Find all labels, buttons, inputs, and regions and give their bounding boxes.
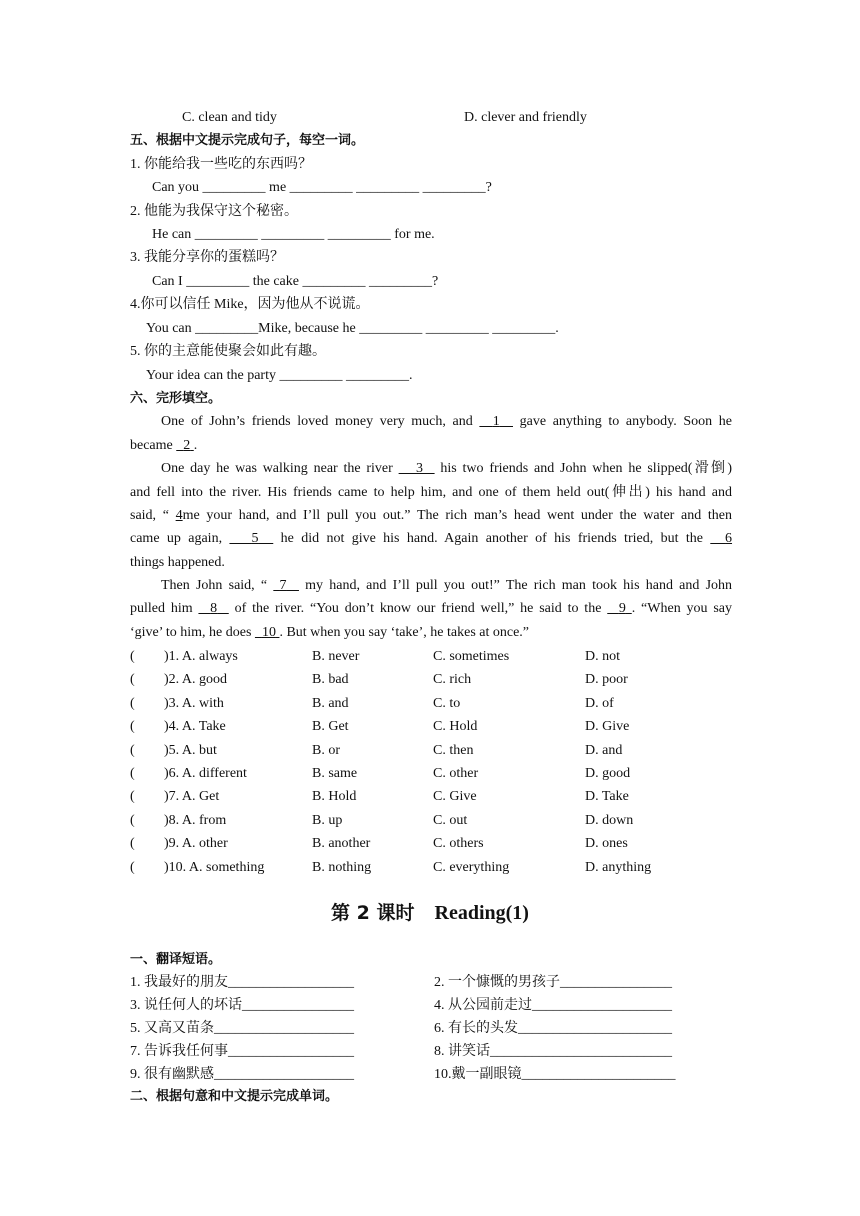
question-1-option-d: D. not	[585, 649, 620, 664]
question-1-option-c: C. sometimes	[433, 649, 510, 664]
question-3-option-b: B. and	[312, 696, 349, 711]
question-paren[interactable]: (	[130, 836, 135, 851]
question-4-option-b: B. Get	[312, 719, 349, 734]
s1-item-2: 2. 一个慷慨的男孩子________________	[434, 975, 672, 990]
passage-line-7: things happened.	[130, 555, 225, 570]
question-6-option-a: )6. A. different	[164, 766, 247, 781]
s1-item-9: 9. 很有幽默感____________________	[130, 1067, 354, 1082]
s5-item-2-zh: 2. 他能为我保守这个秘密。	[130, 204, 298, 219]
s5-item-1-zh: 1. 你能给我一些吃的东西吗？	[130, 157, 312, 172]
question-paren[interactable]: (	[130, 696, 135, 711]
question-9-option-b: B. another	[312, 836, 371, 851]
question-2-option-a: )2. A. good	[164, 672, 227, 687]
s5-item-2-en: He can _________ _________ _________ for me.	[152, 227, 435, 242]
s1-item-6: 6. 有长的头发______________________	[434, 1021, 672, 1036]
passage-line-6: came up again, 5 he did not give his hand. Again another of his friends tried, but the 6	[130, 531, 733, 546]
passage-line-10: ‘give’ to him, he does 10 . But when you say ‘take’, he takes at once.”	[130, 625, 530, 640]
s1-item-8: 8. 讲笑话__________________________	[434, 1044, 672, 1059]
question-7-option-a: )7. A. Get	[164, 789, 220, 804]
question-9-option-a: )9. A. other	[164, 836, 228, 851]
question-4-option-d: D. Give	[585, 719, 630, 734]
question-2-option-b: B. bad	[312, 672, 349, 687]
question-4-option-a: )4. A. Take	[164, 719, 226, 734]
s5-item-5-en: Your idea can the party _________ _________.	[146, 368, 413, 383]
question-paren[interactable]: (	[130, 813, 135, 828]
question-10-option-c: C. everything	[433, 860, 510, 875]
question-8-option-d: D. down	[585, 813, 634, 828]
question-8-option-c: C. out	[433, 813, 468, 828]
question-1-option-a: )1. A. always	[164, 649, 238, 664]
passage-line-8: Then John said, “ 7 my hand, and I’ll pull you out!” The rich man took his hand and John	[161, 578, 733, 593]
passage-line-1: One of John’s friends loved money very much, and 1 gave anything to anybody. Soon he	[161, 414, 732, 429]
question-6-option-c: C. other	[433, 766, 479, 781]
question-5-option-a: )5. A. but	[164, 743, 217, 758]
question-paren[interactable]: (	[130, 672, 135, 687]
section-5-heading: 五、根据中文提示完成句子，每空一词。	[130, 133, 365, 148]
question-2-option-c: C. rich	[433, 672, 472, 687]
question-9-option-d: D. ones	[585, 836, 628, 851]
s5-item-3-en: Can I _________ the cake _________ _________?	[152, 274, 439, 289]
lesson-title	[0, 900, 860, 926]
s5-item-3-zh: 3. 我能分享你的蛋糕吗？	[130, 250, 284, 265]
question-5-option-b: B. or	[312, 743, 340, 758]
s1-item-7: 7. 告诉我任何事__________________	[130, 1044, 354, 1059]
section-2-heading: 二、根据句意和中文提示完成单词。	[130, 1089, 339, 1104]
s1-item-3: 3. 说任何人的坏话________________	[130, 998, 354, 1013]
question-6-option-d: D. good	[585, 766, 631, 781]
passage-line-9: pulled him 8 of the river. “You don’t know our friend well,” he said to the 9 . “When you say	[130, 601, 733, 616]
s1-item-1: 1. 我最好的朋友__________________	[130, 975, 354, 990]
s1-item-5: 5. 又高又苗条____________________	[130, 1021, 354, 1036]
question-paren[interactable]: (	[130, 789, 135, 804]
question-paren[interactable]: (	[130, 743, 135, 758]
question-paren[interactable]: (	[130, 649, 135, 664]
option-c: C. clean and tidy	[182, 110, 277, 125]
lesson-title-zh: 第 2 课时	[331, 902, 415, 924]
s5-item-4-zh: 4.你可以信任 Mike，因为他从不说谎。	[130, 297, 370, 312]
question-4-option-c: C. Hold	[433, 719, 478, 734]
s1-item-10: 10.戴一副眼镜______________________	[434, 1067, 676, 1082]
question-1-option-b: B. never	[312, 649, 360, 664]
section-6-heading: 六、完形填空。	[130, 391, 222, 406]
question-5-option-c: C. then	[433, 743, 474, 758]
question-9-option-c: C. others	[433, 836, 484, 851]
s5-item-4-en: You can _________Mike, because he _________ _________ _________.	[146, 321, 559, 336]
question-7-option-b: B. Hold	[312, 789, 357, 804]
question-10-option-b: B. nothing	[312, 860, 372, 875]
question-8-option-a: )8. A. from	[164, 813, 227, 828]
passage-line-4: and fell into the river. His friends came to help him, and one of them held out(伸出) his hand and	[130, 485, 732, 500]
s1-item-4: 4. 从公园前走过____________________	[434, 998, 672, 1013]
question-7-option-d: D. Take	[585, 789, 629, 804]
s5-item-5-zh: 5. 你的主意能使聚会如此有趣。	[130, 344, 326, 359]
passage-line-2: became 2 .	[130, 438, 198, 453]
lesson-title-en: Reading(1)	[434, 902, 529, 924]
section-1-heading: 一、翻译短语。	[130, 952, 222, 967]
question-5-option-d: D. and	[585, 743, 623, 758]
question-paren[interactable]: (	[130, 860, 135, 875]
question-10-option-d: D. anything	[585, 860, 652, 875]
question-3-option-d: D. of	[585, 696, 614, 711]
s5-item-1-en: Can you _________ me _________ _________ _________?	[152, 180, 492, 195]
question-3-option-a: )3. A. with	[164, 696, 224, 711]
question-6-option-b: B. same	[312, 766, 358, 781]
question-3-option-c: C. to	[433, 696, 461, 711]
question-2-option-d: D. poor	[585, 672, 628, 687]
question-paren[interactable]: (	[130, 719, 135, 734]
question-10-option-a: )10. A. something	[164, 860, 265, 875]
option-d: D. clever and friendly	[464, 110, 587, 125]
question-paren[interactable]: (	[130, 766, 135, 781]
passage-line-5: said, “ 4me your hand, and I’ll pull you out.” The rich man’s head went under the water and then	[130, 508, 733, 523]
question-7-option-c: C. Give	[433, 789, 477, 804]
passage-line-3: One day he was walking near the river 3 his two friends and John when he slipped(滑倒)	[161, 461, 733, 476]
question-8-option-b: B. up	[312, 813, 343, 828]
